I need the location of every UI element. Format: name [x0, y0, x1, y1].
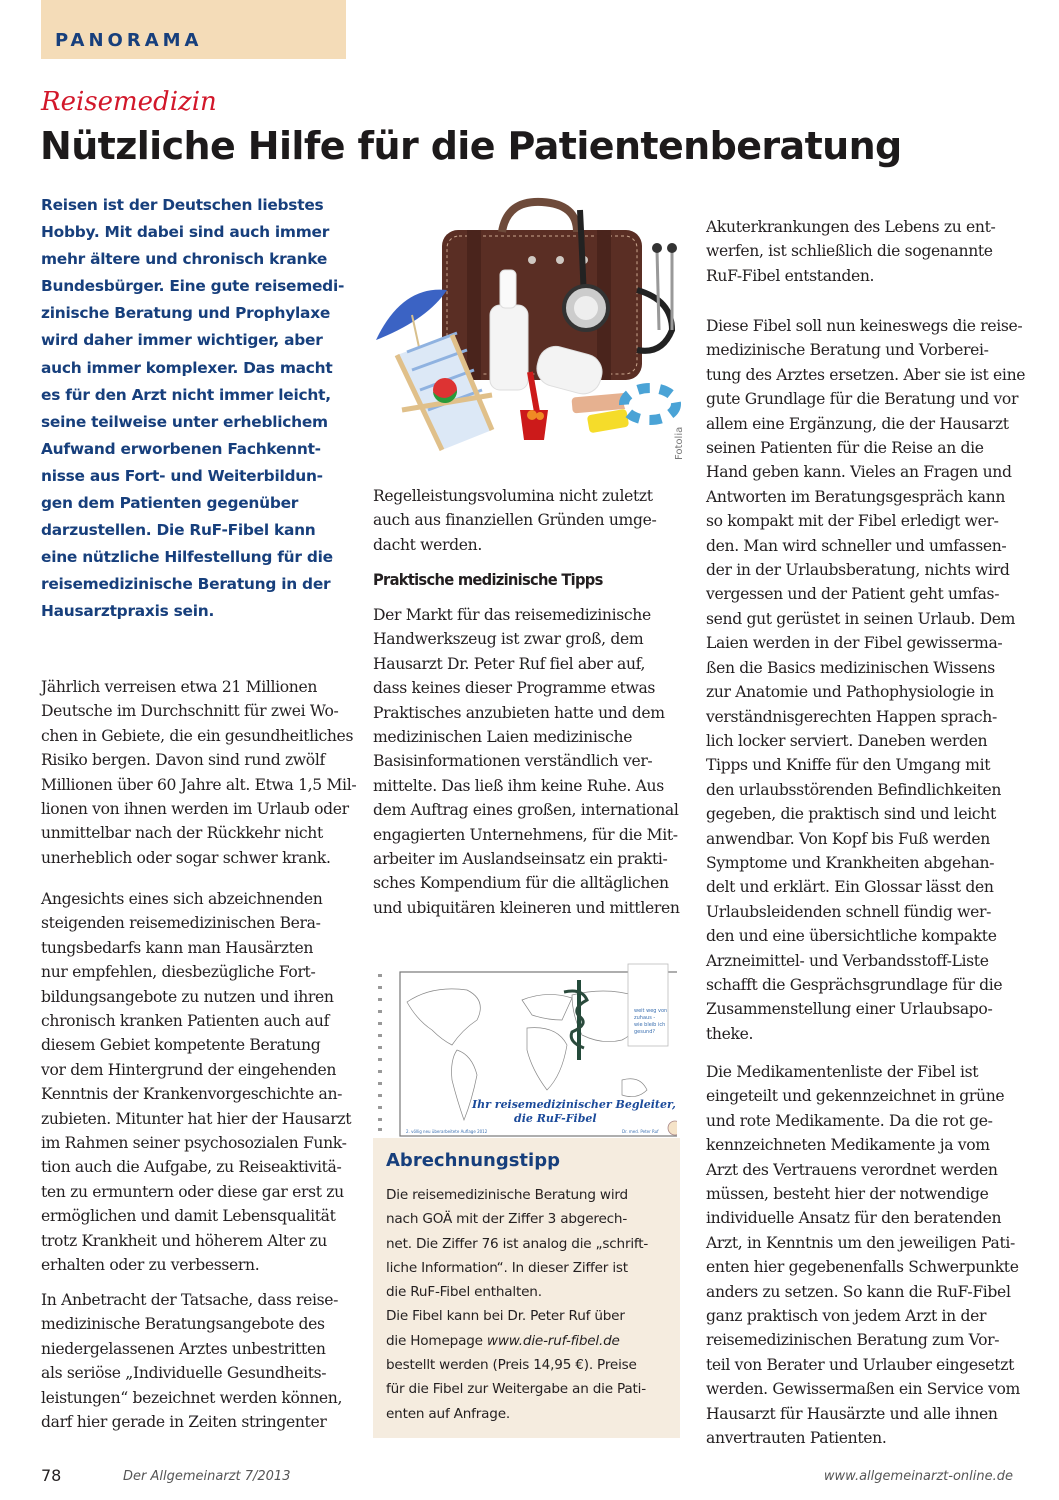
- text-line: Hobby. Mit dabei sind auch immer: [41, 223, 330, 242]
- text-line: Millionen über 60 Jahre alt. Etwa 1,5 Mil-: [41, 775, 357, 794]
- text-line: reisemedizinische Beratung in der: [41, 575, 331, 594]
- text-line: so kompakt mit der Fibel erledigt wer-: [706, 512, 999, 531]
- cover-tagline-4: gesund?: [634, 1029, 656, 1035]
- text-line: anvertrauten Patienten.: [706, 1429, 887, 1448]
- article-headline: Nützliche Hilfe für die Patientenberatung: [40, 124, 902, 168]
- text-line: Hausarzt für Hausärzte und alle ihnen: [706, 1404, 998, 1423]
- text-line: medizinischen Laien medizinische: [373, 728, 633, 747]
- text-line: steigenden reisemedizinischen Bera-: [41, 914, 321, 933]
- text-line: zinische Beratung und Prophylaxe: [41, 304, 331, 323]
- col3-paragraph-3: [706, 1060, 1020, 1451]
- text-line: allem eine Ergänzung, die der Hausarzt: [706, 414, 1009, 433]
- text-line: ganz praktisch von jedem Arzt in der: [706, 1307, 987, 1326]
- text-line: auch aus finanziellen Gründen umge-: [373, 511, 657, 530]
- text-line: Hausarzt Dr. Peter Ruf fiel aber auf,: [373, 654, 646, 673]
- text-line: Die Medikamentenliste der Fibel ist: [706, 1063, 979, 1081]
- text-line: dass keines dieser Programme etwas: [373, 679, 656, 698]
- text-line: eine nützliche Hilfestellung für die: [41, 548, 333, 567]
- article-lead: [41, 192, 353, 626]
- cover-tagline-3: wie bleib ich: [634, 1022, 666, 1028]
- text-line: enten hier gegebenenfalls Schwerpunkte: [706, 1258, 1019, 1277]
- page-number: 78: [41, 1466, 62, 1485]
- text-line: Arzt des Vertrauens verordnet werden: [706, 1160, 998, 1179]
- text-line: dacht werden.: [373, 535, 482, 554]
- text-line: wird daher immer wichtiger, aber: [41, 331, 323, 350]
- text-line: nach GOÄ mit der Ziffer 3 abgerech-: [386, 1211, 628, 1228]
- text-line: chen in Gebiete, die ein gesundheitliches: [41, 726, 354, 745]
- text-line: Symptome und Krankheiten abgehan-: [706, 853, 995, 872]
- col1-paragraph-3: [41, 1288, 353, 1434]
- text-line: ermöglichen und damit Lebensqualität: [41, 1207, 336, 1226]
- text-line: sches Kompendium für die alltäglichen: [373, 874, 669, 893]
- cover-author: Dr. med. Peter Ruf: [622, 1129, 659, 1134]
- text-line: medizinische Beratungsangebote des: [41, 1315, 325, 1334]
- col1-paragraph-2: [41, 887, 353, 1278]
- text-line: diesem Gebiet kompetente Beratung: [41, 1036, 321, 1055]
- text-line: engagierten Unternehmens, für die Mit-: [373, 825, 678, 844]
- text-line: bestellt werden (Preis 14,95 €). Preise: [386, 1357, 637, 1374]
- text-line: lionen von ihnen werden im Urlaub oder: [41, 800, 349, 819]
- text-line: Arzneimittel- und Verbandsstoff-Liste: [706, 951, 989, 970]
- magazine-issue: Der Allgemeinarzt 7/2013: [123, 1469, 291, 1484]
- homepage-link[interactable]: www.die-ruf-fibel.de: [486, 1332, 620, 1349]
- article-kicker: Reisemedizin: [41, 87, 217, 117]
- text-line: anwendbar. Von Kopf bis Fuß werden: [706, 829, 990, 848]
- text-line: Diese Fibel soll nun keineswegs die reise-: [706, 317, 1023, 335]
- text-line: für die Fibel zur Weitergabe an die Pati-: [386, 1381, 646, 1398]
- text-line: liche Information“. In dieser Ziffer ist: [386, 1259, 628, 1276]
- text-line: Jährlich verreisen etwa 21 Millionen: [41, 678, 318, 696]
- text-line: werden. Gewissermaßen ein Service vom: [706, 1380, 1020, 1399]
- text-line: dem Auftrag eines großen, international: [373, 801, 679, 820]
- text-line: reisemedizinischen Beratung zum Vor-: [706, 1331, 1000, 1350]
- text-line: und rote Medikamente. Da die rot ge-: [706, 1111, 993, 1130]
- text-line: verständnisgerechten Happen sprach-: [706, 707, 997, 726]
- text-line: enten auf Anfrage.: [386, 1405, 510, 1422]
- text-line: Die reisemedizinische Beratung wird: [386, 1187, 628, 1203]
- text-line: Reisen ist der Deutschen liebstes: [41, 196, 324, 214]
- text-line: Handwerkszeug ist zwar groß, dem: [373, 630, 644, 649]
- photo-credit: Fotolia: [674, 426, 685, 460]
- text-line: eingeteilt und gekennzeichnet in grüne: [706, 1087, 1005, 1106]
- text-line: Risiko bergen. Davon sind rund zwölf: [41, 751, 325, 770]
- text-line: vor dem Hintergrund der eingehenden: [41, 1060, 337, 1079]
- text-line: der in der Urlaubsberatung, nichts wird: [706, 561, 1010, 580]
- text-line: den und eine übersichtliche kompakte: [706, 927, 997, 946]
- text-line: im Rahmen seiner psychosozialen Funk-: [41, 1134, 347, 1153]
- text-line: send gut gerüstet in seinen Urlaub. Dem: [706, 609, 1016, 628]
- text-line: die RuF-Fibel enthalten.: [386, 1284, 542, 1301]
- text-line: ten zu ermuntern oder diese gar erst zu: [41, 1182, 344, 1201]
- text-line: net. Die Ziffer 76 ist analog die „schrift-: [386, 1235, 649, 1252]
- text-line: Hand geben kann. Vieles an Fragen und: [706, 463, 1012, 482]
- magazine-website-link[interactable]: www.allgemeinarzt-online.de: [823, 1469, 1013, 1484]
- text-line: Angesichts eines sich abzeichnenden: [41, 890, 323, 908]
- text-line: darzustellen. Die RuF-Fibel kann: [41, 521, 316, 540]
- text-line: gen dem Patienten gegenüber: [41, 494, 299, 513]
- text-line: nur empfehlen, diesbezügliche Fort-: [41, 963, 316, 982]
- text-line: erhalten oder zu verbessern.: [41, 1256, 260, 1275]
- text-line: arbeiter im Auslandseinsatz ein prakti-: [373, 850, 668, 869]
- col2-paragraph-2: [373, 603, 681, 920]
- cover-tagline-2: zuhaus -: [634, 1015, 656, 1021]
- text-line: theke.: [706, 1024, 754, 1043]
- text-line: Laien werden in der Fibel gewisserma-: [706, 634, 1003, 653]
- billing-tip-body: Die reisemedizinische Beratung wird nach GOÄ mit der Ziffer 3 abgerech- net. Die Ziffer 76 ist analog die „schrift- liche Information“. In dieser Ziffer ist die RuF-Fibel enthalten. Die Fibel kann bei Dr. Peter Ruf über die Homepage www.die-ruf-fibel.de bestellt werden (Preis 14,95 €). Preise für die Fibel zur Weitergabe an die Pati- enten auf Anfrage.: [386, 1183, 676, 1426]
- text-line: Der Markt für das reisemedizinische: [373, 606, 651, 624]
- text-line: niedergelassenen Arztes unbestritten: [41, 1339, 326, 1358]
- text-line: mittelte. Das ließ ihm keine Ruhe. Aus: [373, 776, 664, 795]
- text-line: kennzeichneten Medikamente ja vom: [706, 1136, 990, 1155]
- cover-title-line2: die RuF-Fibel: [514, 1112, 597, 1125]
- text-line: trotz Krankheit und höherem Alter zu: [41, 1231, 327, 1250]
- text-line: bildungsangebote zu nutzen und ihren: [41, 987, 334, 1006]
- text-line: individuelle Ansatz für den beratenden: [706, 1209, 1002, 1228]
- text-line: Tipps und Kniffe für den Umgang mit: [706, 756, 991, 775]
- text-line: es für den Arzt nicht immer leicht,: [41, 385, 331, 404]
- cover-edition: 2. völlig neu überarbeitete Auflage 2012: [406, 1129, 488, 1134]
- text-line: zur Anatomie und Pathophysiologie in: [706, 683, 994, 702]
- billing-tip-title: Abrechnungstipp: [386, 1150, 560, 1171]
- text-line: zubieten. Mitunter hat hier der Hausarzt: [41, 1109, 352, 1128]
- text-line: ßen die Basics medizinischen Wissens: [706, 658, 995, 677]
- text-line: Deutsche im Durchschnitt für zwei Wo-: [41, 702, 339, 721]
- medical-kit-photo: [372, 190, 682, 470]
- text-line: Basisinformationen verständlich ver-: [373, 752, 653, 771]
- text-line: den urlaubsstörenden Befindlichkeiten: [706, 780, 1002, 799]
- col3-paragraph-2: [706, 314, 1026, 1046]
- col3-paragraph-1: [706, 215, 1011, 288]
- cover-tagline-1: weit weg von: [634, 1008, 668, 1014]
- col2-paragraph-1: [373, 484, 681, 557]
- text-line: Die Fibel kann bei Dr. Peter Ruf über: [386, 1308, 625, 1325]
- cover-title-line1: Ihr reisemedizinischer Begleiter,: [472, 1098, 676, 1111]
- text-line: Regelleistungsvolumina nicht zuletzt: [373, 487, 653, 505]
- text-line: Hausarztpraxis sein.: [41, 602, 215, 621]
- text-line: schafft die Gesprächsgrundlage für die: [706, 975, 1003, 994]
- text-line: mehr ältere und chronisch kranke: [41, 250, 328, 269]
- text-line: Akuterkrankungen des Lebens zu ent-: [706, 218, 996, 236]
- text-line: seine teilweise unter erheblichem: [41, 412, 328, 431]
- text-line: nisse aus Fort- und Weiterbildun-: [41, 466, 323, 485]
- text-line: tion auch die Aufgabe, zu Reiseaktivitä-: [41, 1158, 342, 1177]
- text-line: gegeben, die praktisch sind und leicht: [706, 805, 996, 824]
- text-line: Antworten im Beratungsgespräch kann: [706, 487, 1006, 506]
- text-line: gute Grundlage für die Beratung und vor: [706, 390, 1019, 409]
- text-line: anders zu setzen. So kann die RuF-Fibel: [706, 1282, 1011, 1301]
- text-line: werfen, ist schließlich die sogenannte: [706, 242, 993, 261]
- text-line: und ubiquitären kleineren und mittleren: [373, 898, 680, 917]
- text-line: teil von Berater und Urlauber eingesetzt: [706, 1355, 1014, 1374]
- text-line: Kenntnis der Krankenvorgeschichte an-: [41, 1085, 343, 1104]
- text-line: unerheblich oder sogar schwer krank.: [41, 848, 331, 867]
- text-line: medizinische Beratung und Vorberei-: [706, 341, 989, 360]
- text-line: Aufwand erworbenen Fachkennt-: [41, 439, 321, 458]
- text-line: In Anbetracht der Tatsache, dass reise-: [41, 1291, 339, 1309]
- text-line: chronisch kranken Patienten auch auf: [41, 1012, 329, 1031]
- text-line: als seriöse „Individuelle Gesundheits-: [41, 1364, 327, 1383]
- text-line: Zusammenstellung einer Urlaubsapo-: [706, 1000, 993, 1019]
- text-line: leistungen“ bezeichnet werden können,: [41, 1388, 343, 1407]
- text-line: seinen Patienten für die Reise an die: [706, 439, 984, 458]
- section-label: PANORAMA: [55, 30, 203, 51]
- text-line: vergessen und der Patient geht umfas-: [706, 585, 1000, 604]
- text-line: tung des Arztes ersetzen. Aber sie ist eine: [706, 365, 1026, 384]
- ruf-fibel-book-cover: [372, 950, 677, 1138]
- text-line: unmittelbar nach der Rückkehr nicht: [41, 824, 323, 843]
- text-line: delt und erklärt. Ein Glossar lässt den: [706, 878, 994, 897]
- text-line: tungsbedarfs kann man Hausärzten: [41, 938, 314, 957]
- text-line: darf hier gerade in Zeiten stringenter: [41, 1413, 327, 1432]
- text-line: auch immer komplexer. Das macht: [41, 358, 333, 377]
- text-line: Bundesbürger. Eine gute reisemedi-: [41, 277, 345, 296]
- section-subheading: Praktische medizinische Tipps: [373, 570, 603, 589]
- text-line: RuF-Fibel entstanden.: [706, 266, 875, 285]
- text-line: Arzt, in Kenntnis um den jeweiligen Pati-: [706, 1233, 1015, 1252]
- text-line: Praktisches anzubieten hatte und dem: [373, 703, 665, 722]
- text-line: lich locker serviert. Daneben werden: [706, 731, 988, 750]
- text-line: müssen, besteht hier der notwendige: [706, 1185, 989, 1204]
- col1-paragraph-1: [41, 675, 357, 870]
- text-line: Urlaubsleidenden schnell fündig wer-: [706, 902, 992, 921]
- text-line: den. Man wird schneller und umfassen-: [706, 536, 1007, 555]
